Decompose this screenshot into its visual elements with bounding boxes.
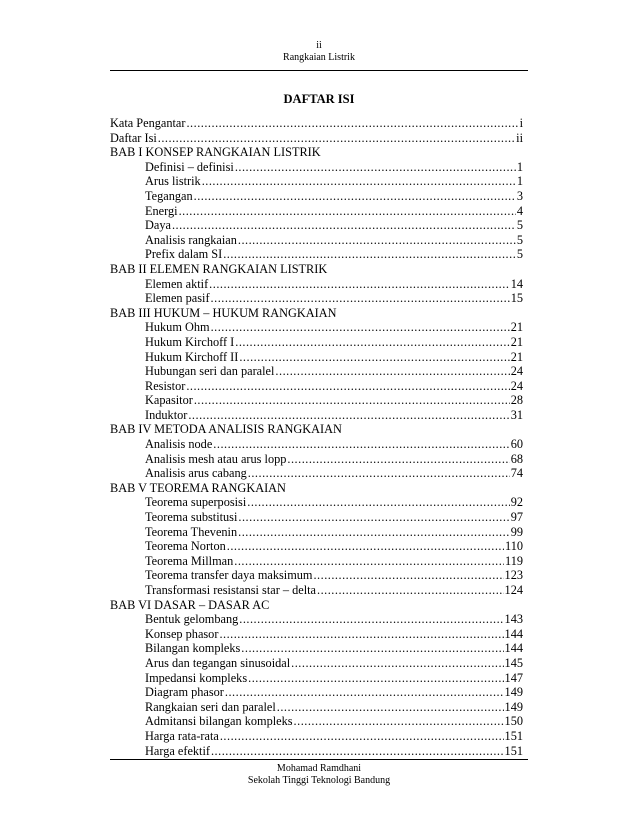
- toc-entry: [110, 379, 523, 394]
- toc-entry-label: Bentuk gelombang: [145, 612, 239, 627]
- dot-leader: [277, 700, 504, 715]
- toc-entry-label: Resistor: [145, 378, 186, 393]
- toc-page-number: 123: [504, 568, 523, 583]
- toc-entry: [110, 641, 523, 656]
- dot-leader: [294, 714, 504, 729]
- toc-entry: [110, 189, 523, 204]
- toc-page-number: 145: [504, 655, 523, 670]
- page-title: DAFTAR ISI: [283, 92, 355, 106]
- header-book-title: Rangkaian Listrik: [283, 52, 355, 63]
- dot-leader: [248, 671, 503, 686]
- toc-entry: [110, 466, 523, 481]
- toc-page-number: 151: [504, 743, 523, 758]
- toc-entry-label: Teorema superposisi: [145, 495, 247, 510]
- toc-page-number: 149: [504, 685, 523, 700]
- toc-page-number: 97: [510, 510, 523, 525]
- toc-chapter-heading: [110, 131, 523, 146]
- toc-entry-label: Induktor: [145, 407, 188, 422]
- toc-entry-label: Kapasitor: [145, 393, 193, 408]
- toc-entry-label: Teorema Norton: [145, 539, 226, 554]
- toc-chapter-heading: [110, 145, 523, 160]
- toc-chapter-heading: [110, 422, 523, 437]
- dot-leader: [194, 393, 510, 408]
- dot-leader: [235, 335, 509, 350]
- toc-entry: [110, 160, 523, 175]
- toc-entry-label: Hukum Kirchoff I: [145, 334, 235, 349]
- dot-leader: [239, 612, 503, 627]
- dot-leader: [186, 379, 509, 394]
- toc-page-number: 74: [510, 466, 523, 481]
- toc-entry: [110, 612, 523, 627]
- toc-page-number: 99: [510, 524, 523, 539]
- toc-entry-label: Bilangan kompleks: [145, 641, 241, 656]
- toc-entry-label: BAB III HUKUM – HUKUM RANGKAIAN: [110, 305, 337, 320]
- toc-entry-label: Daftar Isi: [110, 130, 157, 145]
- dot-leader: [194, 189, 516, 204]
- toc-entry-label: Hukum Kirchoff II: [145, 349, 239, 364]
- toc-page-number: 124: [504, 583, 523, 597]
- dot-leader: [172, 218, 516, 233]
- toc-entry-label: Admitansi bilangan kompleks: [145, 714, 293, 729]
- dot-leader: [248, 466, 510, 481]
- toc-entry: [110, 495, 523, 510]
- toc-entry: [110, 685, 523, 700]
- toc-page-number: 1: [516, 159, 523, 174]
- toc-entry: [110, 335, 523, 350]
- toc-entry-label: Arus dan tegangan sinusoidal: [145, 655, 291, 670]
- toc-entry-label: Analisis arus cabang: [145, 466, 247, 481]
- toc-page-number: 149: [504, 699, 523, 714]
- toc-chapter-heading: [110, 116, 523, 131]
- dot-leader: [275, 364, 509, 379]
- toc-page-number: 31: [510, 407, 523, 422]
- dot-leader: [220, 729, 504, 744]
- toc-chapter-heading: [110, 306, 523, 321]
- dot-leader: [202, 174, 516, 189]
- toc-entry: [110, 350, 523, 365]
- dot-leader: [238, 233, 516, 248]
- toc-page-number: 143: [504, 612, 523, 627]
- toc-page-number: 4: [516, 203, 523, 218]
- toc-entry: [110, 729, 523, 744]
- dot-leader: [234, 554, 504, 569]
- toc-entry: [110, 204, 523, 219]
- toc-entry-label: Energi: [145, 203, 178, 218]
- toc-entry-label: Elemen pasif: [145, 291, 210, 306]
- dot-leader: [211, 291, 510, 306]
- toc-entry-label: Daya: [145, 218, 171, 233]
- toc-page-number: ii: [516, 130, 523, 145]
- toc-entry-label: Diagram phasor: [145, 685, 224, 700]
- toc-entry-label: Analisis rangkaian: [145, 232, 237, 247]
- dot-leader: [211, 320, 510, 335]
- toc-page-number: i: [519, 116, 523, 130]
- dot-leader: [188, 408, 509, 423]
- toc-entry-label: Elemen aktif: [145, 276, 209, 291]
- toc-page-number: 68: [510, 451, 523, 466]
- toc-entry: [110, 554, 523, 569]
- toc-entry: [110, 568, 523, 583]
- toc-entry-label: BAB II ELEMEN RANGKAIAN LISTRIK: [110, 261, 328, 276]
- toc-page-number: 28: [510, 393, 523, 408]
- dot-leader: [241, 641, 503, 656]
- footer-institution: Sekolah Tinggi Teknologi Bandung: [247, 775, 391, 786]
- toc-entry: [110, 627, 523, 642]
- toc-chapter-heading: [110, 262, 523, 277]
- toc-page-number: 15: [510, 291, 523, 306]
- toc-page-number: 5: [516, 232, 523, 247]
- toc-entry: [110, 656, 523, 671]
- toc-entry: [110, 247, 523, 262]
- header-divider: [110, 70, 528, 71]
- toc-entry: [110, 525, 523, 540]
- toc-page-number: 14: [510, 276, 523, 291]
- toc-entry-label: Analisis node: [145, 437, 213, 452]
- dot-leader: [247, 495, 509, 510]
- toc-entry-label: Teorema substitusi: [145, 510, 238, 525]
- toc-entry: [110, 437, 523, 452]
- toc-entry-label: Teorema Thevenin: [145, 524, 238, 539]
- toc-page-number: 60: [510, 437, 523, 452]
- toc-entry: [110, 233, 523, 248]
- toc-entry: [110, 714, 523, 729]
- toc-entry-label: Hukum Ohm: [145, 320, 210, 335]
- toc-entry-label: Teorema Millman: [145, 553, 234, 568]
- toc-entry-label: Arus listrik: [145, 174, 201, 189]
- dot-leader: [213, 437, 509, 452]
- footer-author: Mohamad Ramdhani: [276, 763, 362, 774]
- toc-entry: [110, 583, 523, 598]
- dot-leader: [238, 510, 509, 525]
- toc-entry-label: BAB I KONSEP RANGKAIAN LISTRIK: [110, 145, 321, 160]
- toc-entry: [110, 408, 523, 423]
- toc-entry-label: Hubungan seri dan paralel: [145, 364, 275, 379]
- toc-entry-label: BAB V TEOREMA RANGKAIAN: [110, 480, 286, 495]
- dot-leader: [209, 277, 510, 292]
- dot-leader: [225, 685, 504, 700]
- toc-entry: [110, 700, 523, 715]
- toc-entry: [110, 320, 523, 335]
- toc-entry: [110, 393, 523, 408]
- table-of-contents: [110, 116, 523, 758]
- toc-entry-label: Harga rata-rata: [145, 728, 219, 743]
- toc-page-number: 5: [516, 218, 523, 233]
- toc-page-number: 21: [510, 334, 523, 349]
- toc-entry-label: Analisis mesh atau arus lopp: [145, 451, 287, 466]
- toc-page-number: 92: [510, 495, 523, 510]
- toc-entry-label: Tegangan: [145, 188, 193, 203]
- header-page-number: ii: [316, 40, 322, 51]
- dot-leader: [227, 539, 504, 554]
- toc-page-number: 144: [504, 626, 523, 641]
- toc-page-number: 24: [510, 364, 523, 379]
- toc-entry-label: Prefix dalam SI: [145, 247, 223, 262]
- toc-entry-label: Definisi – definisi: [145, 159, 234, 174]
- toc-entry-label: Rangkaian seri dan paralel: [145, 699, 276, 714]
- dot-leader: [211, 744, 504, 759]
- toc-entry-label: Teorema transfer daya maksimum: [145, 568, 313, 583]
- toc-page-number: 119: [505, 553, 523, 568]
- footer-divider: [110, 759, 528, 760]
- toc-page-number: 1: [516, 174, 523, 189]
- toc-page-number: 21: [510, 349, 523, 364]
- toc-entry-label: BAB IV METODA ANALISIS RANGKAIAN: [110, 422, 342, 437]
- toc-page-number: 5: [516, 247, 523, 262]
- toc-entry-label: Konsep phasor: [145, 626, 219, 641]
- dot-leader: [223, 247, 516, 262]
- dot-leader: [179, 204, 516, 219]
- toc-entry: [110, 364, 523, 379]
- toc-entry: [110, 277, 523, 292]
- toc-entry-label: Impedansi kompleks: [145, 670, 248, 685]
- toc-entry-label: Transformasi resistansi star – delta: [145, 583, 316, 597]
- toc-page-number: 150: [504, 714, 523, 729]
- dot-leader: [238, 525, 510, 540]
- toc-entry: [110, 539, 523, 554]
- toc-page-number: 24: [510, 378, 523, 393]
- toc-chapter-heading: [110, 598, 523, 613]
- toc-entry: [110, 744, 523, 759]
- toc-page-number: 110: [505, 539, 523, 554]
- toc-page-number: 144: [504, 641, 523, 656]
- dot-leader: [291, 656, 503, 671]
- toc-entry: [110, 218, 523, 233]
- dot-leader: [235, 160, 516, 175]
- dot-leader: [287, 452, 509, 467]
- toc-entry-label: Kata Pengantar: [110, 116, 186, 130]
- toc-entry: [110, 510, 523, 525]
- dot-leader: [158, 131, 515, 146]
- toc-entry: [110, 452, 523, 467]
- toc-chapter-heading: [110, 481, 523, 496]
- dot-leader: [313, 568, 503, 583]
- toc-page-number: 21: [510, 320, 523, 335]
- toc-page-number: 151: [504, 728, 523, 743]
- toc-page-number: 3: [516, 188, 523, 203]
- dot-leader: [219, 627, 503, 642]
- toc-entry: [110, 174, 523, 189]
- toc-entry: [110, 671, 523, 686]
- toc-page-number: 147: [504, 670, 523, 685]
- dot-leader: [186, 116, 518, 131]
- toc-entry-label: BAB VI DASAR – DASAR AC: [110, 597, 270, 612]
- toc-entry-label: Harga efektif: [145, 743, 210, 758]
- toc-entry: [110, 291, 523, 306]
- dot-leader: [239, 350, 509, 365]
- dot-leader: [317, 583, 504, 598]
